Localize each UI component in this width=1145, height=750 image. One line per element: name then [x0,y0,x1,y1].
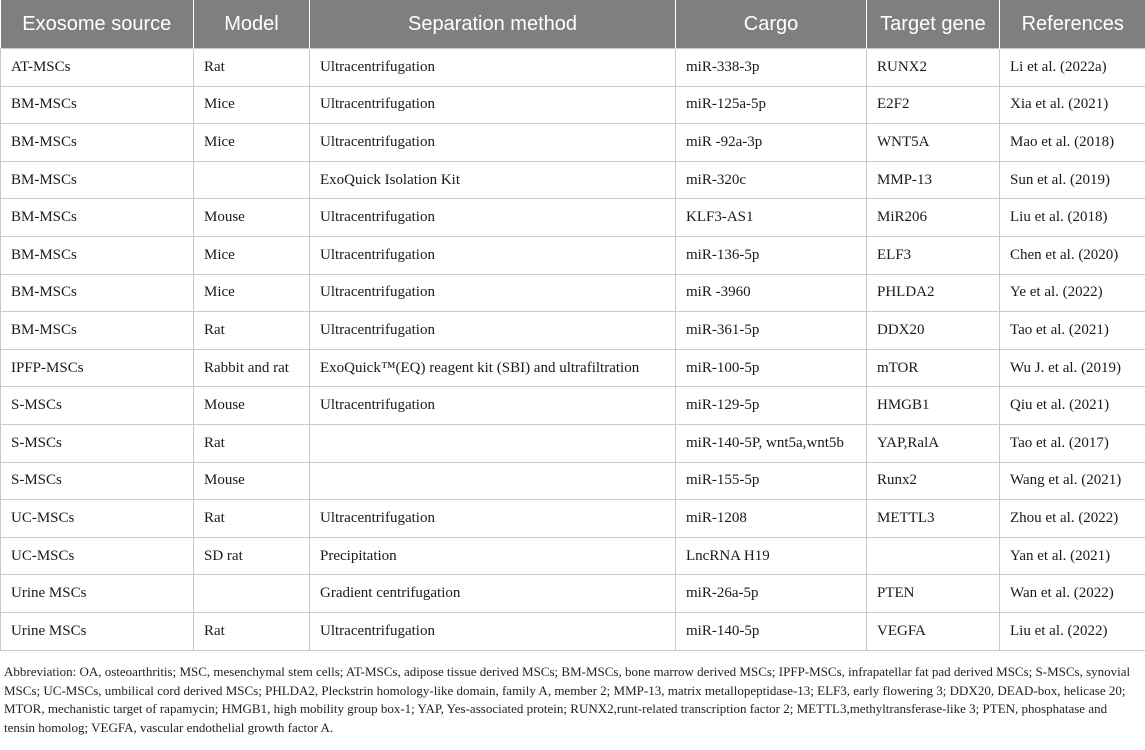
cell-reference: Zhou et al. (2022) [1000,500,1145,538]
cell-cargo: KLF3-AS1 [676,199,867,237]
cell-model: Rabbit and rat [194,349,310,387]
cell-separation-method: Gradient centrifugation [310,575,676,613]
cell-model: Rat [194,424,310,462]
cell-exosome-source: Urine MSCs [1,575,194,613]
cell-cargo: miR-136-5p [676,236,867,274]
cell-separation-method [310,462,676,500]
cell-model: Mouse [194,462,310,500]
cell-model: Mice [194,236,310,274]
cell-target-gene: YAP,RalA [867,424,1000,462]
table-row [1,274,1145,312]
table-body [1,49,1145,651]
cell-cargo: miR-129-5p [676,387,867,425]
cell-model [194,575,310,613]
table-row [1,86,1145,124]
cell-exosome-source: IPFP-MSCs [1,349,194,387]
cell-reference: Sun et al. (2019) [1000,161,1145,199]
cell-model: Mice [194,86,310,124]
cell-cargo: miR-338-3p [676,49,867,87]
cell-separation-method: Ultracentrifugation [310,500,676,538]
cell-model: Mouse [194,387,310,425]
cell-separation-method: Ultracentrifugation [310,312,676,350]
table-row [1,312,1145,350]
cell-target-gene: PHLDA2 [867,274,1000,312]
header-target-gene: Target gene [867,0,1000,49]
cell-reference: Wu J. et al. (2019) [1000,349,1145,387]
table-row [1,424,1145,462]
cell-cargo: miR-125a-5p [676,86,867,124]
table-row [1,612,1145,650]
cell-exosome-source: BM-MSCs [1,86,194,124]
cell-reference: Liu et al. (2018) [1000,199,1145,237]
header-row [1,0,1145,49]
table-row [1,575,1145,613]
cell-reference: Ye et al. (2022) [1000,274,1145,312]
table-row [1,199,1145,237]
cell-model [194,161,310,199]
table-row [1,236,1145,274]
cell-exosome-source: BM-MSCs [1,161,194,199]
header-model: Model [194,0,310,49]
cell-model: Rat [194,612,310,650]
cell-separation-method: Ultracentrifugation [310,86,676,124]
cell-model: Rat [194,49,310,87]
cell-reference: Liu et al. (2022) [1000,612,1145,650]
cell-model: Rat [194,500,310,538]
cell-model: SD rat [194,537,310,575]
cell-separation-method: Ultracentrifugation [310,124,676,162]
table-row [1,537,1145,575]
cell-separation-method: ExoQuick Isolation Kit [310,161,676,199]
cell-separation-method: Ultracentrifugation [310,49,676,87]
cell-reference: Qiu et al. (2021) [1000,387,1145,425]
cell-target-gene: PTEN [867,575,1000,613]
cell-exosome-source: Urine MSCs [1,612,194,650]
cell-exosome-source: UC-MSCs [1,537,194,575]
cell-model: Mouse [194,199,310,237]
cell-separation-method: Ultracentrifugation [310,387,676,425]
header-separation-method: Separation method [310,0,676,49]
cell-model: Mice [194,124,310,162]
table-row [1,387,1145,425]
cell-target-gene: HMGB1 [867,387,1000,425]
header-references: References [1000,0,1145,49]
cell-exosome-source: UC-MSCs [1,500,194,538]
cell-exosome-source: S-MSCs [1,424,194,462]
cell-reference: Wang et al. (2021) [1000,462,1145,500]
header-cargo: Cargo [676,0,867,49]
cell-cargo: miR-361-5p [676,312,867,350]
cell-reference: Tao et al. (2017) [1000,424,1145,462]
cell-exosome-source: BM-MSCs [1,236,194,274]
cell-exosome-source: S-MSCs [1,387,194,425]
cell-target-gene [867,537,1000,575]
cell-separation-method: Ultracentrifugation [310,199,676,237]
cell-target-gene: E2F2 [867,86,1000,124]
cell-model: Mice [194,274,310,312]
cell-target-gene: VEGFA [867,612,1000,650]
cell-target-gene: WNT5A [867,124,1000,162]
table-row [1,462,1145,500]
cell-target-gene: ELF3 [867,236,1000,274]
abbreviation-footnote: Abbreviation: OA, osteoarthritis; MSC, mesenchymal stem cells; AT-MSCs, adipose tissue derived MSCs; BM-MSCs, bone marrow derived MSCs; IPFP-MSCs, infrapatellar fat pad derived MSCs; S-MSCs, synovial MSCs; UC-MSCs, umbilical cord derived MSCs; PHLDA2, Pleckstrin homology-like domain, family A, member 2; MMP-13, matrix metallopeptidase-13; ELF3, early flowering 3; DDX20, DEAD-box, helicase 20; MTOR, mechanistic target of rapamycin; HMGB1, high mobility group box-1; YAP, Yes-associated protein; RUNX2,runt-related transcription factor 2; METTL3,methyltransferase-like 3; PTEN, phosphatase and tensin homolog; VEGFA, vascular endothelial growth factor A. [4,664,1131,735]
cell-cargo: miR-155-5p [676,462,867,500]
cell-target-gene: METTL3 [867,500,1000,538]
cell-reference: Yan et al. (2021) [1000,537,1145,575]
cell-target-gene: RUNX2 [867,49,1000,87]
cell-separation-method: Ultracentrifugation [310,274,676,312]
cell-cargo: LncRNA H19 [676,537,867,575]
cell-cargo: miR -92a-3p [676,124,867,162]
cell-cargo: miR-26a-5p [676,575,867,613]
cell-separation-method: Precipitation [310,537,676,575]
cell-cargo: miR -3960 [676,274,867,312]
cell-cargo: miR-140-5P, wnt5a,wnt5b [676,424,867,462]
cell-exosome-source: AT-MSCs [1,49,194,87]
cell-exosome-source: S-MSCs [1,462,194,500]
cell-reference: Chen et al. (2020) [1000,236,1145,274]
cell-reference: Wan et al. (2022) [1000,575,1145,613]
cell-separation-method: ExoQuick™(EQ) reagent kit (SBI) and ultrafiltration [310,349,676,387]
cell-target-gene: MMP-13 [867,161,1000,199]
table-row [1,349,1145,387]
cell-separation-method: Ultracentrifugation [310,236,676,274]
cell-target-gene: MiR206 [867,199,1000,237]
cell-exosome-source: BM-MSCs [1,312,194,350]
cell-cargo: miR-320c [676,161,867,199]
cell-separation-method: Ultracentrifugation [310,612,676,650]
cell-target-gene: DDX20 [867,312,1000,350]
cell-reference: Tao et al. (2021) [1000,312,1145,350]
table-row [1,49,1145,87]
table-row [1,161,1145,199]
cell-exosome-source: BM-MSCs [1,124,194,162]
cell-reference: Mao et al. (2018) [1000,124,1145,162]
cell-cargo: miR-1208 [676,500,867,538]
cell-reference: Li et al. (2022a) [1000,49,1145,87]
cell-target-gene: Runx2 [867,462,1000,500]
cell-model: Rat [194,312,310,350]
cell-separation-method [310,424,676,462]
cell-exosome-source: BM-MSCs [1,199,194,237]
table-row [1,500,1145,538]
cell-target-gene: mTOR [867,349,1000,387]
cell-reference: Xia et al. (2021) [1000,86,1145,124]
header-exosome-source: Exosome source [1,0,194,49]
cell-cargo: miR-140-5p [676,612,867,650]
cell-cargo: miR-100-5p [676,349,867,387]
table-row [1,124,1145,162]
cell-exosome-source: BM-MSCs [1,274,194,312]
